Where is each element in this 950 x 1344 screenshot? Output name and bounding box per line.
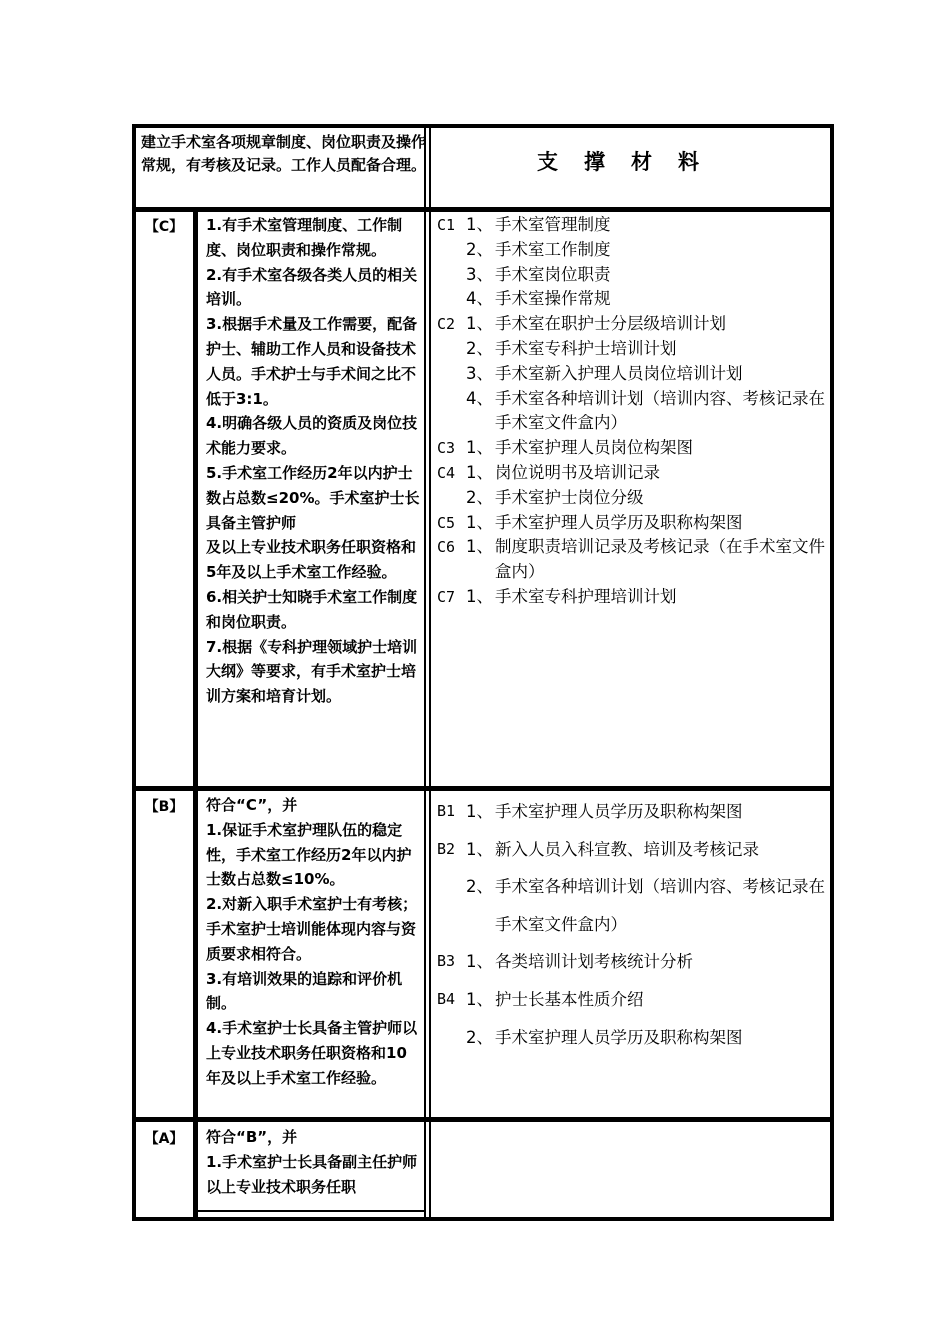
- material-number: 2、: [466, 877, 493, 897]
- materials-column-divider-inner: [429, 127, 431, 1219]
- material-text: 手术室工作制度: [495, 239, 611, 259]
- materials-list-c: [437, 213, 827, 610]
- criterion-item: 4.明确各级人员的资质及岗位技术能力要求。: [206, 414, 418, 458]
- material-number: 4、: [466, 388, 493, 408]
- material-text: 岗位说明书及培训记录: [495, 462, 660, 482]
- material-code: [437, 387, 466, 437]
- material-item: [437, 263, 827, 288]
- material-code: [437, 362, 466, 387]
- material-item: [437, 312, 827, 337]
- criterion-item: 3.有培训效果的追踪和评价机制。: [206, 969, 403, 1013]
- material-item: [437, 868, 827, 943]
- material-item: [437, 337, 827, 362]
- criterion-item: 4.手术室护士长具备主管护师以上专业技术职务任职资格和10年及以上手术室工作经验。: [206, 1019, 418, 1087]
- grade-label-c: 【C】: [144, 219, 184, 235]
- criterion-item: 符合“C”，并: [206, 796, 298, 814]
- criterion-item: 1.保证手术室护理队伍的稳定性，手术室工作经历2年以内护士数占总数≤10%。: [206, 820, 412, 889]
- material-code: C7: [437, 587, 456, 606]
- material-item: [437, 486, 827, 511]
- material-code: [437, 486, 466, 511]
- material-item: [437, 943, 827, 981]
- material-text: 手术室各种培训计划（培训内容、考核记录在手术室文件盒内）: [495, 877, 825, 934]
- material-number: 3、: [466, 363, 493, 383]
- material-code: B1: [437, 802, 456, 820]
- material-number: 1、: [466, 438, 493, 458]
- material-text: 手术室管理制度: [495, 215, 611, 234]
- material-number: 1、: [466, 802, 493, 821]
- material-number: 1、: [466, 586, 493, 606]
- material-item: [437, 436, 827, 461]
- grade-label-a: 【A】: [144, 1131, 184, 1147]
- material-code: [437, 263, 466, 288]
- material-text: 手术室护士岗位分级: [495, 487, 644, 507]
- criterion-item: 2.有手术室各级各类人员的相关培训。: [206, 265, 418, 309]
- material-number: 1、: [466, 989, 493, 1009]
- material-number: 1、: [466, 839, 493, 859]
- material-text: 手术室护理人员学历及职称构架图: [495, 512, 743, 532]
- material-item: [437, 981, 827, 1019]
- criterion-item: 5.手术室工作经历2年以内护士数占总数≤20%。手术室护士长具备主管护师: [206, 463, 420, 532]
- material-text: 手术室专科护士培训计划: [495, 338, 677, 358]
- material-text: 手术室各种培训计划（培训内容、考核记录在手术室文件盒内）: [495, 388, 825, 433]
- material-text: 制度职责培训记录及考核记录（在手术室文件盒内）: [495, 537, 825, 582]
- grade-column-divider: [193, 210, 198, 1219]
- material-code: C2: [437, 315, 456, 334]
- bottom-inner-line: [196, 1210, 426, 1212]
- material-code: B2: [437, 839, 456, 858]
- criterion-item: 1.有手术室管理制度、工作制度、岗位职责和操作常规。: [206, 216, 403, 259]
- material-code: [437, 337, 466, 362]
- material-number: 1、: [466, 512, 493, 532]
- material-number: 1、: [466, 952, 493, 972]
- material-item: [437, 1019, 827, 1057]
- material-code: C6: [437, 538, 456, 557]
- material-code: C3: [437, 439, 456, 458]
- material-text: 手术室新入护理人员岗位培训计划: [495, 363, 743, 383]
- criterion-title: 建立手术室各项规章制度、岗位职责及操作常规，有考核及记录。工作人员配备合理。: [141, 133, 427, 174]
- criterion-item: 7.根据《专科护理领域护士培训大纲》等要求，有手术室护士培训方案和培育计划。: [206, 637, 418, 706]
- material-item: [437, 535, 827, 585]
- material-item: [437, 793, 827, 831]
- material-text: 手术室岗位职责: [495, 264, 611, 284]
- material-text: 手术室操作常规: [495, 289, 611, 309]
- material-number: 4、: [466, 289, 493, 309]
- material-number: 1、: [466, 215, 493, 234]
- materials-column-divider-outer: [424, 127, 426, 1219]
- material-number: 1、: [466, 537, 493, 557]
- criterion-item: 1.手术室护士长具备副主任护师以上专业技术职务任职: [206, 1152, 418, 1196]
- material-code: B3: [437, 952, 456, 971]
- material-item: [437, 213, 827, 238]
- material-number: 3、: [466, 264, 493, 284]
- section-c-divider: [132, 786, 834, 791]
- material-code: C1: [437, 216, 456, 234]
- material-item: [437, 585, 827, 610]
- material-item: [437, 287, 827, 312]
- material-number: 2、: [466, 487, 493, 507]
- criteria-list-c: [206, 213, 420, 709]
- material-text: 手术室护理人员学历及职称构架图: [495, 802, 743, 821]
- criterion-item: 2.对新入职手术室护士有考核；手术室护士培训能体现内容与资质要求相符合。: [206, 895, 418, 963]
- material-number: 2、: [466, 338, 493, 358]
- material-code: [437, 1019, 466, 1057]
- material-text: 护士长基本性质介绍: [495, 989, 644, 1009]
- material-code: [437, 238, 466, 263]
- criterion-item: 3.根据手术量及工作需要，配备护士、辅助工作人员和设备技术人员。手术护士与手术间之比不低于3:1。: [206, 315, 418, 408]
- material-number: 2、: [466, 239, 493, 259]
- material-item: [437, 362, 827, 387]
- criteria-list-a: [206, 1125, 420, 1199]
- material-code: [437, 287, 466, 312]
- criterion-item: 及以上专业技术职务任职资格和5年及以上手术室工作经验。: [206, 538, 417, 582]
- material-number: 1、: [466, 462, 493, 482]
- criteria-list-b: [206, 793, 420, 1091]
- material-code: C4: [437, 463, 456, 482]
- material-text: 手术室在职护士分层级培训计划: [495, 314, 726, 334]
- material-item: [437, 511, 827, 536]
- material-number: 2、: [466, 1027, 493, 1047]
- material-text: 手术室专科护理培训计划: [495, 586, 677, 606]
- material-text: 各类培训计划考核统计分析: [495, 952, 693, 972]
- section-b-divider: [132, 1117, 834, 1122]
- material-code: B4: [437, 989, 456, 1008]
- material-text: 新入人员入科宣教、培训及考核记录: [495, 839, 759, 859]
- materials-title: 支撑材料: [537, 150, 725, 174]
- material-code: [437, 868, 466, 943]
- criterion-item: 6.相关护士知晓手术室工作制度和岗位职责。: [206, 587, 418, 631]
- materials-list-b: [437, 793, 827, 1056]
- material-number: 1、: [466, 314, 493, 334]
- material-item: [437, 387, 827, 437]
- criterion-item: 符合“B”，并: [206, 1128, 298, 1146]
- material-text: 手术室护理人员学历及职称构架图: [495, 1027, 743, 1047]
- material-text: 手术室护理人员岗位构架图: [495, 438, 693, 458]
- grade-label-b: 【B】: [144, 799, 184, 815]
- material-item: [437, 831, 827, 869]
- material-item: [437, 238, 827, 263]
- header-divider: [132, 207, 834, 212]
- material-item: [437, 461, 827, 486]
- material-code: C5: [437, 513, 456, 532]
